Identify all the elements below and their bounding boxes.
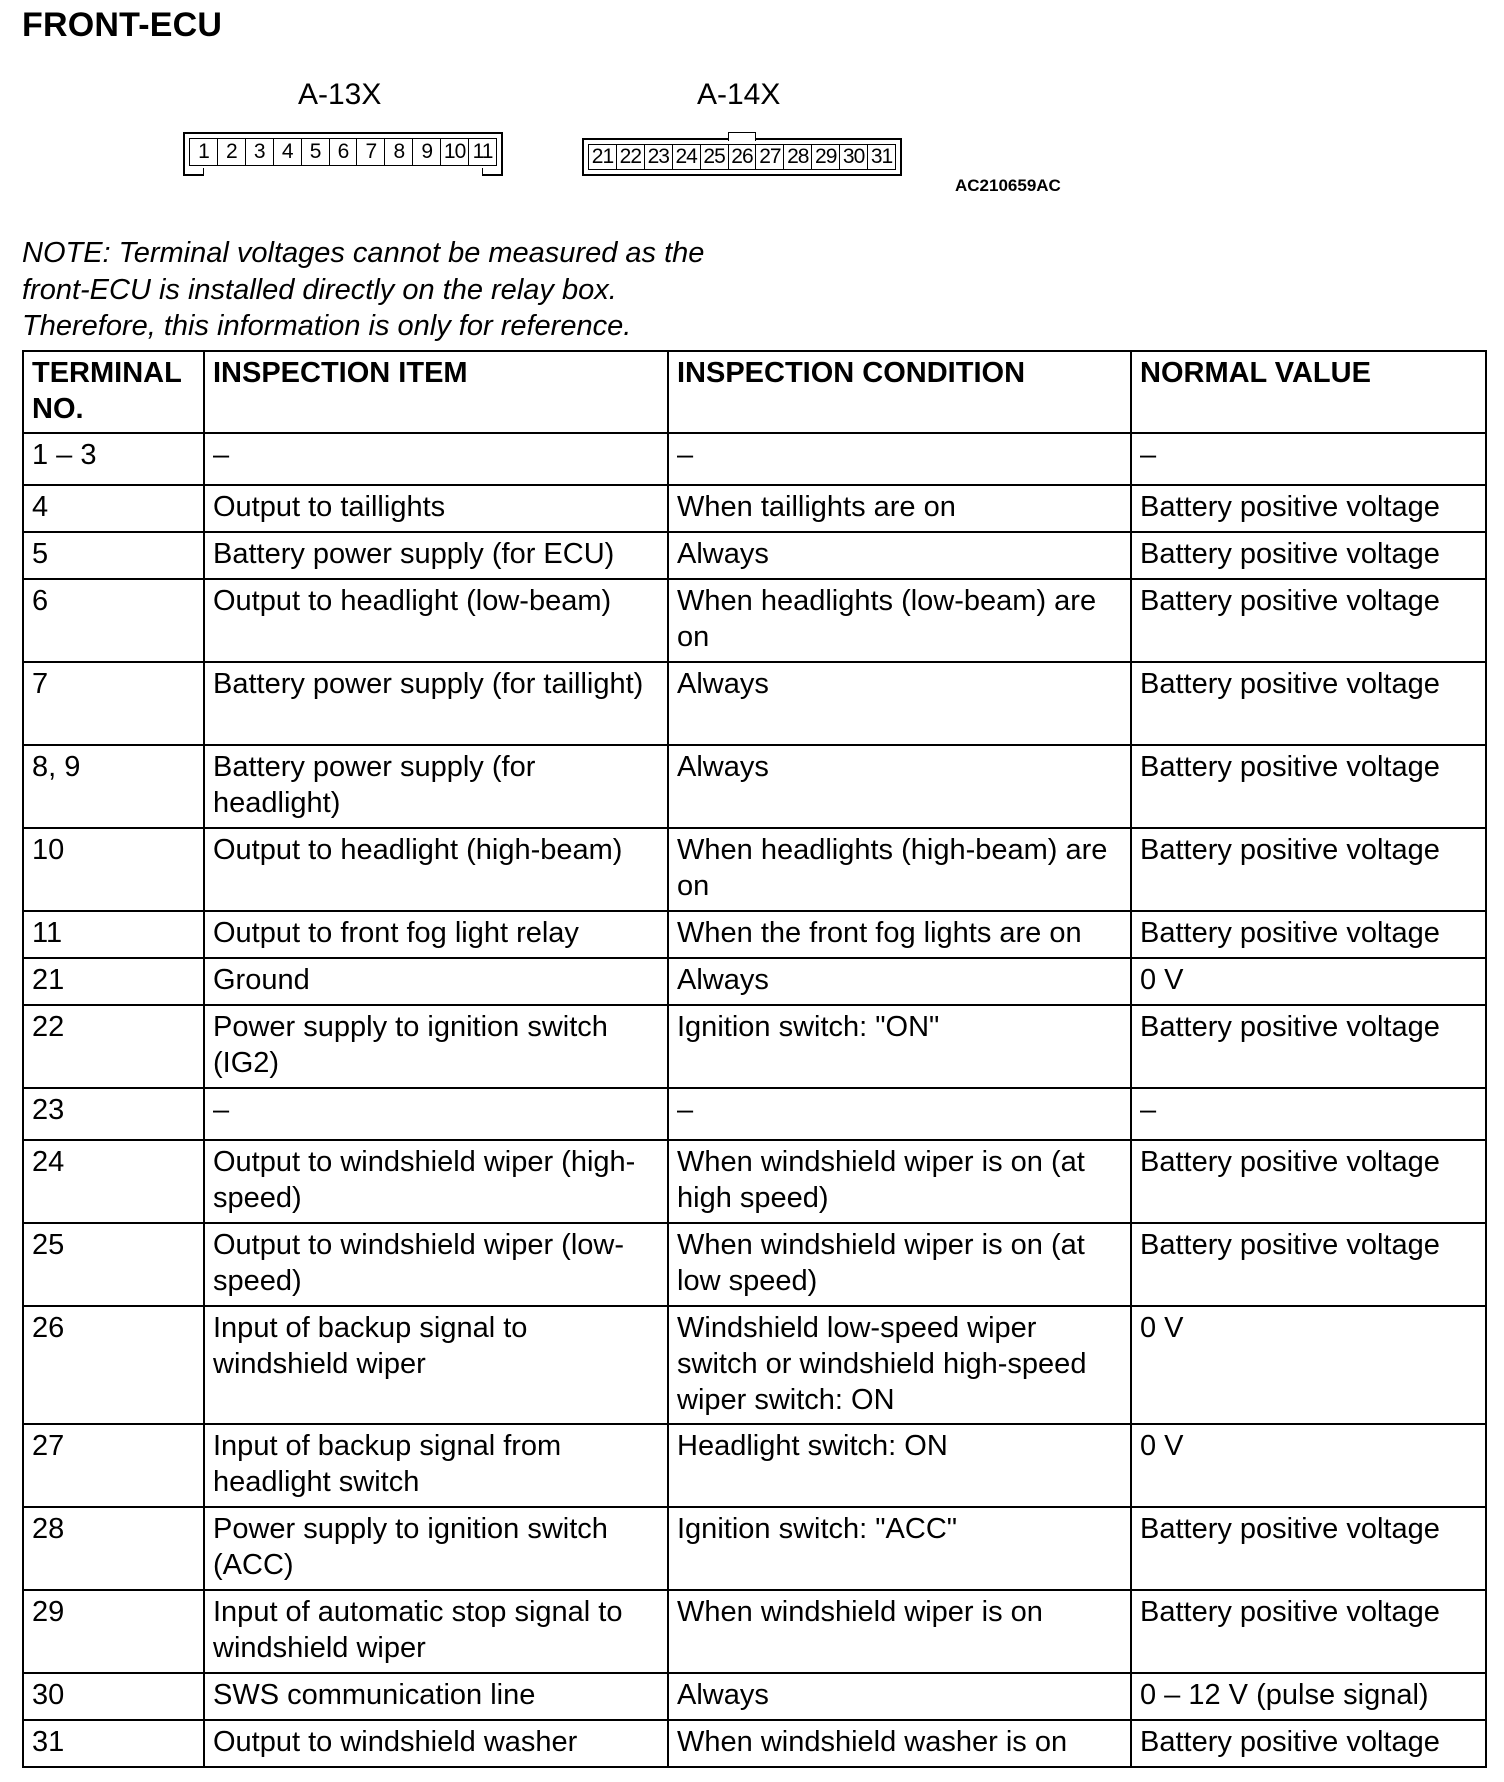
cell-inspection-condition: Windshield low-speed wiper switch or windshield high-speed wiper switch: ON: [668, 1306, 1131, 1424]
cell-normal-value: Battery positive voltage: [1131, 828, 1486, 911]
cell-normal-value: 0 – 12 V (pulse signal): [1131, 1673, 1486, 1720]
cell-terminal-no: 26: [23, 1306, 204, 1424]
cell-terminal-no: 22: [23, 1005, 204, 1088]
cell-inspection-item: Output to headlight (high-beam): [204, 828, 668, 911]
table-row: [23, 1673, 1486, 1720]
cell-terminal-no: 6: [23, 579, 204, 662]
cell-inspection-item: Output to windshield wiper (low-speed): [204, 1223, 668, 1306]
cell-terminal-no: 24: [23, 1140, 204, 1223]
connector-a13-label: A-13X: [298, 78, 382, 111]
cell-terminal-no: 4: [23, 485, 204, 532]
table-row: [23, 1424, 1486, 1507]
cell-inspection-condition: When headlights (high-beam) are on: [668, 828, 1131, 911]
connector-a13-lip: [203, 168, 483, 176]
cell-inspection-item: Battery power supply (for ECU): [204, 532, 668, 579]
cell-normal-value: Battery positive voltage: [1131, 532, 1486, 579]
cell-inspection-condition: Ignition switch: "ON": [668, 1005, 1131, 1088]
cell-inspection-condition: Always: [668, 662, 1131, 745]
cell-normal-value: Battery positive voltage: [1131, 1507, 1486, 1590]
cell-inspection-item: Input of backup signal from headlight switch: [204, 1424, 668, 1507]
pin-27: 27: [756, 145, 784, 169]
cell-inspection-item: Output to headlight (low-beam): [204, 579, 668, 662]
cell-terminal-no: 1 – 3: [23, 433, 204, 485]
header-normal-value: NORMAL VALUE: [1131, 351, 1486, 433]
table-row: [23, 579, 1486, 662]
pin-25: 25: [701, 145, 729, 169]
cell-normal-value: –: [1131, 433, 1486, 485]
table-row: [23, 1720, 1486, 1767]
table-row: [23, 1005, 1486, 1088]
cell-inspection-item: Power supply to ignition switch (ACC): [204, 1507, 668, 1590]
table-row: [23, 911, 1486, 958]
cell-normal-value: Battery positive voltage: [1131, 1140, 1486, 1223]
table-row: [23, 1088, 1486, 1140]
cell-inspection-item: –: [204, 433, 668, 485]
table-row: [23, 662, 1486, 745]
note-line: NOTE: Terminal voltages cannot be measured as the: [22, 237, 705, 269]
cell-inspection-item: Output to front fog light relay: [204, 911, 668, 958]
cell-inspection-condition: Always: [668, 1673, 1131, 1720]
connector-a14-key: [728, 132, 756, 141]
note-line: Therefore, this information is only for reference.: [22, 310, 632, 342]
table-row: [23, 1306, 1486, 1424]
pin-3: 3: [246, 139, 274, 165]
pin-24: 24: [673, 145, 701, 169]
cell-inspection-condition: –: [668, 433, 1131, 485]
cell-inspection-item: Ground: [204, 958, 668, 1005]
pin-8: 8: [385, 139, 413, 165]
table-header-row: [23, 351, 1486, 433]
cell-inspection-item: Output to windshield wiper (high-speed): [204, 1140, 668, 1223]
connector-a14-diagram: [582, 138, 902, 176]
cell-inspection-item: Input of backup signal to windshield wiper: [204, 1306, 668, 1424]
cell-normal-value: Battery positive voltage: [1131, 579, 1486, 662]
cell-terminal-no: 23: [23, 1088, 204, 1140]
cell-inspection-condition: When windshield wiper is on (at high speed): [668, 1140, 1131, 1223]
cell-inspection-condition: When the front fog lights are on: [668, 911, 1131, 958]
table-row: [23, 433, 1486, 485]
cell-inspection-item: SWS communication line: [204, 1673, 668, 1720]
cell-inspection-item: Output to windshield washer: [204, 1720, 668, 1767]
cell-normal-value: Battery positive voltage: [1131, 1590, 1486, 1673]
table-row: [23, 958, 1486, 1005]
pin-5: 5: [302, 139, 330, 165]
table-row: [23, 532, 1486, 579]
figure-code: AC210659AC: [955, 176, 1061, 195]
table-row: [23, 745, 1486, 828]
cell-terminal-no: 8, 9: [23, 745, 204, 828]
pin-22: 22: [617, 145, 645, 169]
cell-normal-value: Battery positive voltage: [1131, 745, 1486, 828]
connector-a14-label: A-14X: [697, 78, 781, 111]
cell-normal-value: Battery positive voltage: [1131, 1720, 1486, 1767]
header-terminal-line: TERMINAL: [32, 357, 182, 389]
cell-inspection-item: Battery power supply (for headlight): [204, 745, 668, 828]
cell-normal-value: Battery positive voltage: [1131, 1223, 1486, 1306]
header-inspection-item: INSPECTION ITEM: [204, 351, 668, 433]
note-line: front-ECU is installed directly on the relay box.: [22, 273, 617, 306]
cell-normal-value: Battery positive voltage: [1131, 662, 1486, 745]
pin-1: 1: [190, 139, 218, 165]
cell-inspection-condition: When taillights are on: [668, 485, 1131, 532]
cell-inspection-condition: Always: [668, 745, 1131, 828]
pin-31: 31: [870, 145, 893, 168]
cell-terminal-no: 31: [23, 1720, 204, 1767]
cell-terminal-no: 7: [23, 662, 204, 745]
table-row: [23, 828, 1486, 911]
cell-inspection-condition: When headlights (low-beam) are on: [668, 579, 1131, 662]
connector-a13-diagram: [183, 132, 503, 176]
pin-4: 4: [274, 139, 302, 165]
pin-23: 23: [645, 145, 673, 169]
cell-inspection-item: Output to taillights: [204, 485, 668, 532]
cell-terminal-no: 11: [23, 911, 204, 958]
cell-inspection-condition: When windshield wiper is on (at low speed): [668, 1223, 1131, 1306]
cell-inspection-condition: –: [668, 1088, 1131, 1140]
pin-10: 10: [441, 139, 469, 165]
cell-terminal-no: 10: [23, 828, 204, 911]
pin-26: 26: [729, 145, 757, 169]
cell-inspection-item: Battery power supply (for taillight): [204, 662, 668, 745]
pin-7: 7: [357, 139, 385, 165]
cell-normal-value: Battery positive voltage: [1131, 1005, 1486, 1088]
cell-inspection-condition: When windshield wiper is on: [668, 1590, 1131, 1673]
pin-29: 29: [812, 145, 840, 169]
cell-inspection-condition: Always: [668, 958, 1131, 1005]
cell-inspection-item: –: [204, 1088, 668, 1140]
pin-28: 28: [784, 145, 812, 169]
cell-normal-value: 0 V: [1131, 1306, 1486, 1424]
cell-terminal-no: 5: [23, 532, 204, 579]
cell-inspection-item: Power supply to ignition switch (IG2): [204, 1005, 668, 1088]
cell-inspection-condition: Ignition switch: "ACC": [668, 1507, 1131, 1590]
cell-inspection-condition: Headlight switch: ON: [668, 1424, 1131, 1507]
cell-terminal-no: 21: [23, 958, 204, 1005]
header-inspection-condition: INSPECTION CONDITION: [668, 351, 1131, 433]
header-terminal-line: NO.: [32, 393, 84, 425]
cell-inspection-condition: Always: [668, 532, 1131, 579]
pin-30: 30: [840, 145, 868, 169]
pin-21: 21: [589, 145, 617, 169]
connector-a13-pins: [189, 138, 497, 166]
cell-normal-value: Battery positive voltage: [1131, 485, 1486, 532]
cell-normal-value: 0 V: [1131, 958, 1486, 1005]
table-row: [23, 485, 1486, 532]
table-row: [23, 1590, 1486, 1673]
header-terminal-no: [23, 351, 204, 433]
cell-normal-value: Battery positive voltage: [1131, 911, 1486, 958]
cell-inspection-item: Input of automatic stop signal to windshield wiper: [204, 1590, 668, 1673]
pin-2: 2: [218, 139, 246, 165]
cell-terminal-no: 25: [23, 1223, 204, 1306]
cell-normal-value: –: [1131, 1088, 1486, 1140]
terminal-inspection-table: [22, 350, 1487, 1768]
pin-11: 11: [472, 140, 493, 163]
table-row: [23, 1507, 1486, 1590]
cell-terminal-no: 30: [23, 1673, 204, 1720]
cell-inspection-condition: When windshield washer is on: [668, 1720, 1131, 1767]
connector-a14-pins: [588, 144, 896, 170]
pin-6: 6: [330, 139, 358, 165]
table-row: [23, 1140, 1486, 1223]
table-row: [23, 1223, 1486, 1306]
page-title: FRONT-ECU: [22, 6, 223, 44]
note: [22, 235, 704, 345]
cell-terminal-no: 29: [23, 1590, 204, 1673]
cell-terminal-no: 27: [23, 1424, 204, 1507]
cell-terminal-no: 28: [23, 1507, 204, 1590]
pin-9: 9: [413, 139, 441, 165]
cell-normal-value: 0 V: [1131, 1424, 1486, 1507]
